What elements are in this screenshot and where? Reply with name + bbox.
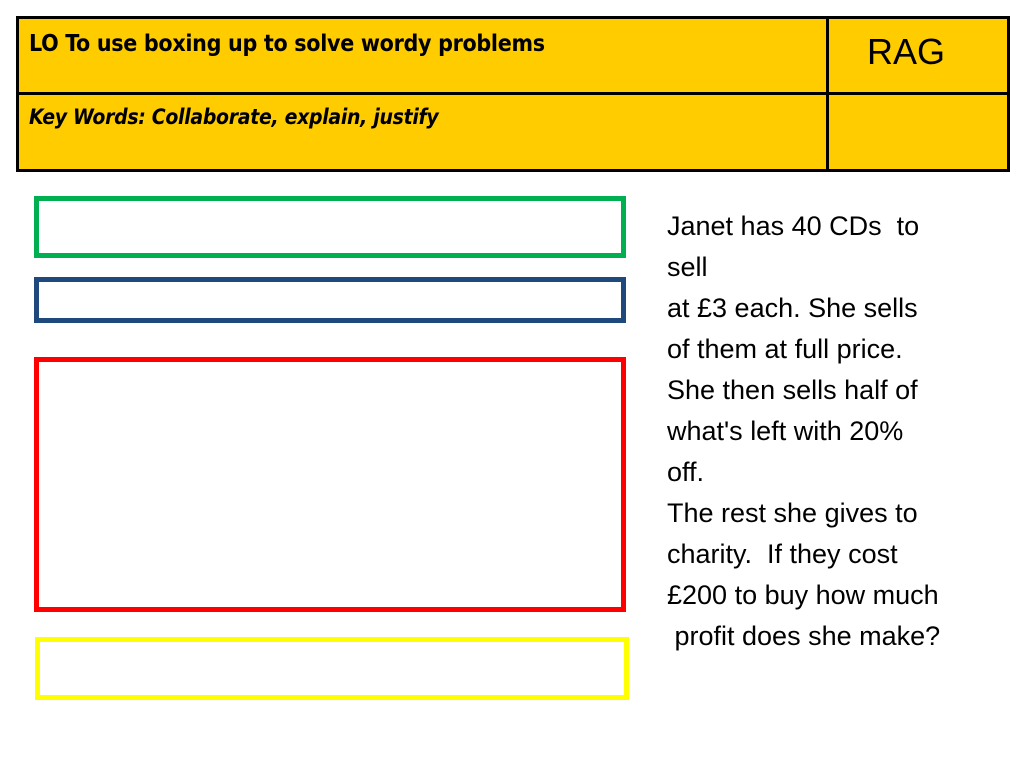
rag-header-cell xyxy=(829,19,1007,95)
problem-line: sell xyxy=(667,252,708,282)
problem-line: profit does she make? xyxy=(667,621,941,651)
blue-answer-box xyxy=(34,277,626,323)
learning-objective-cell xyxy=(19,19,829,95)
problem-line: Janet has 40 CDs to xyxy=(667,211,920,241)
rag-label: RAG xyxy=(866,31,945,72)
word-problem xyxy=(667,206,1007,657)
key-words-cell xyxy=(19,95,829,169)
green-answer-box xyxy=(34,196,626,258)
problem-line: £200 to buy how much xyxy=(667,580,939,610)
problem-line: charity. If they cost xyxy=(667,539,898,569)
learning-objective: LO To use boxing up to solve wordy problems xyxy=(29,31,545,57)
problem-line: what's left with 20% xyxy=(667,416,904,446)
yellow-answer-box xyxy=(35,637,629,700)
problem-line: She then sells half of xyxy=(667,375,918,405)
problem-line: of them at full price. xyxy=(667,334,903,364)
red-answer-box xyxy=(34,357,626,612)
problem-line: at £3 each. She sells xyxy=(667,293,918,323)
header-table xyxy=(16,16,1010,172)
problem-line: The rest she gives to xyxy=(667,498,918,528)
key-words: Key Words: Collaborate, explain, justify xyxy=(29,105,439,129)
problem-line: off. xyxy=(667,457,705,487)
rag-rating-cell xyxy=(829,95,1007,169)
